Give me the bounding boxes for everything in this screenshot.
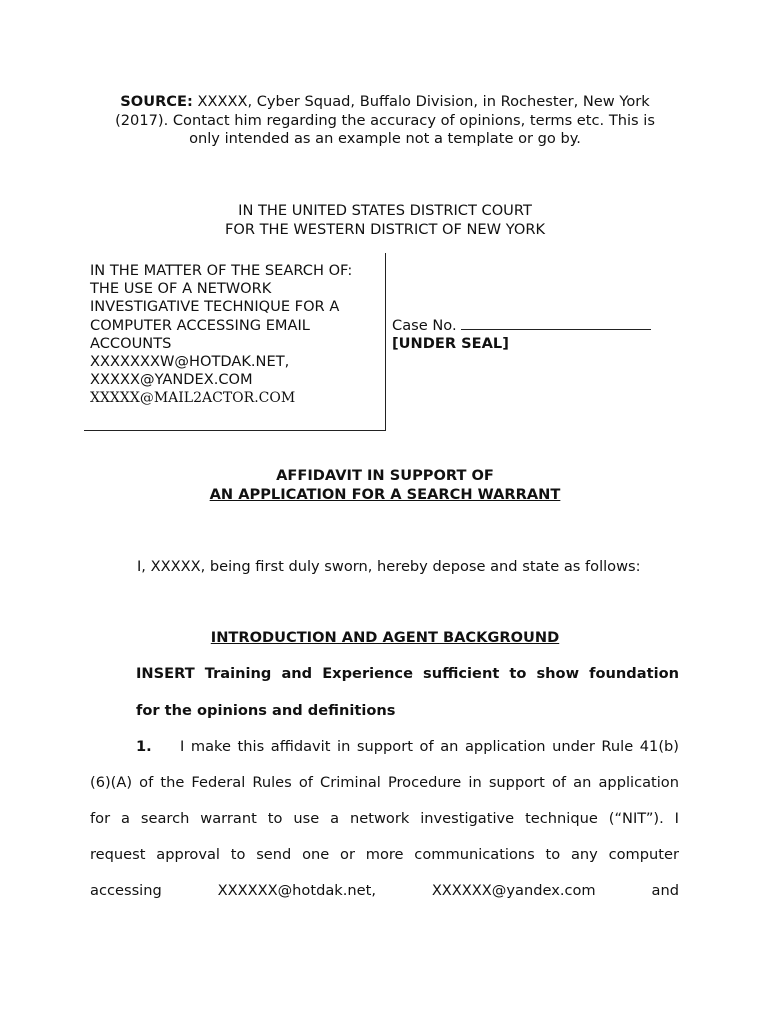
insert-instruction-line-1: INSERT Training and Experience sufficient to show foundation bbox=[136, 665, 679, 682]
caption-line: COMPUTER ACCESSING EMAIL bbox=[90, 316, 310, 334]
case-caption bbox=[90, 262, 380, 408]
caption-line: INVESTIGATIVE TECHNIQUE FOR A bbox=[90, 298, 340, 316]
source-line-1 bbox=[90, 93, 680, 112]
sworn-statement: I, XXXXX, being first duly sworn, hereby depose and state as follows: bbox=[137, 558, 641, 575]
caption-line: ACCOUNTS bbox=[90, 334, 172, 352]
paragraph-number: 1. bbox=[136, 738, 152, 755]
paragraph-1-line-4: request approval to send one or more communications to any computer bbox=[90, 846, 679, 863]
caption-line: XXXXX@YANDEX.COM bbox=[90, 371, 253, 389]
caption-line: XXXXXXXW@HOTDAK.NET, bbox=[90, 353, 290, 371]
insert-instruction-line-2: for the opinions and definitions bbox=[136, 702, 396, 719]
paragraph-1-word: XXXXXX@hotdak.net, bbox=[217, 882, 376, 899]
source-label: SOURCE: bbox=[120, 93, 193, 110]
case-number-label: Case No. bbox=[392, 317, 457, 334]
paragraph-1-line-3: for a search warrant to use a network investigative technique (“NIT”). I bbox=[90, 810, 679, 827]
paragraph-1-line-2: (6)(A) of the Federal Rules of Criminal Procedure in support of an application bbox=[90, 774, 679, 791]
under-seal-label: [UNDER SEAL] bbox=[392, 335, 509, 353]
paragraph-1-line-5 bbox=[90, 882, 679, 899]
source-line-2: (2017). Contact him regarding the accuracy of opinions, terms etc. This is bbox=[115, 111, 655, 129]
case-number-block bbox=[392, 317, 651, 353]
section-heading: INTRODUCTION AND AGENT BACKGROUND bbox=[210, 629, 560, 646]
caption-line: IN THE MATTER OF THE SEARCH OF: bbox=[90, 262, 353, 279]
document-title-line-1: AFFIDAVIT IN SUPPORT OF bbox=[276, 467, 494, 484]
source-note bbox=[90, 93, 680, 149]
source-line-3: only intended as an example not a template or go by. bbox=[189, 130, 581, 147]
court-heading-line-2: FOR THE WESTERN DISTRICT OF NEW YORK bbox=[224, 220, 546, 238]
court-heading-line-1: IN THE UNITED STATES DISTRICT COURT bbox=[238, 202, 532, 219]
paragraph-1-word: XXXXXX@yandex.com bbox=[431, 882, 596, 899]
caption-line: THE USE OF A NETWORK bbox=[90, 280, 272, 298]
paragraph-1-line-1-text: I make this affidavit in support of an application under Rule 41(b) bbox=[180, 738, 679, 755]
paragraph-1-word: accessing bbox=[90, 882, 162, 899]
caption-line: XXXXX@MAIL2ACTOR.COM bbox=[90, 390, 296, 407]
document-title bbox=[90, 467, 680, 504]
case-number-line bbox=[392, 317, 651, 335]
paragraph-1-word: and bbox=[651, 882, 679, 899]
court-heading bbox=[90, 202, 680, 239]
case-number-blank bbox=[461, 317, 651, 330]
paragraph-1-line-1 bbox=[136, 738, 679, 755]
document-title-line-2: AN APPLICATION FOR A SEARCH WARRANT bbox=[209, 485, 561, 503]
source-line-1-text: XXXXX, Cyber Squad, Buffalo Division, in Rochester, New York bbox=[192, 93, 650, 110]
